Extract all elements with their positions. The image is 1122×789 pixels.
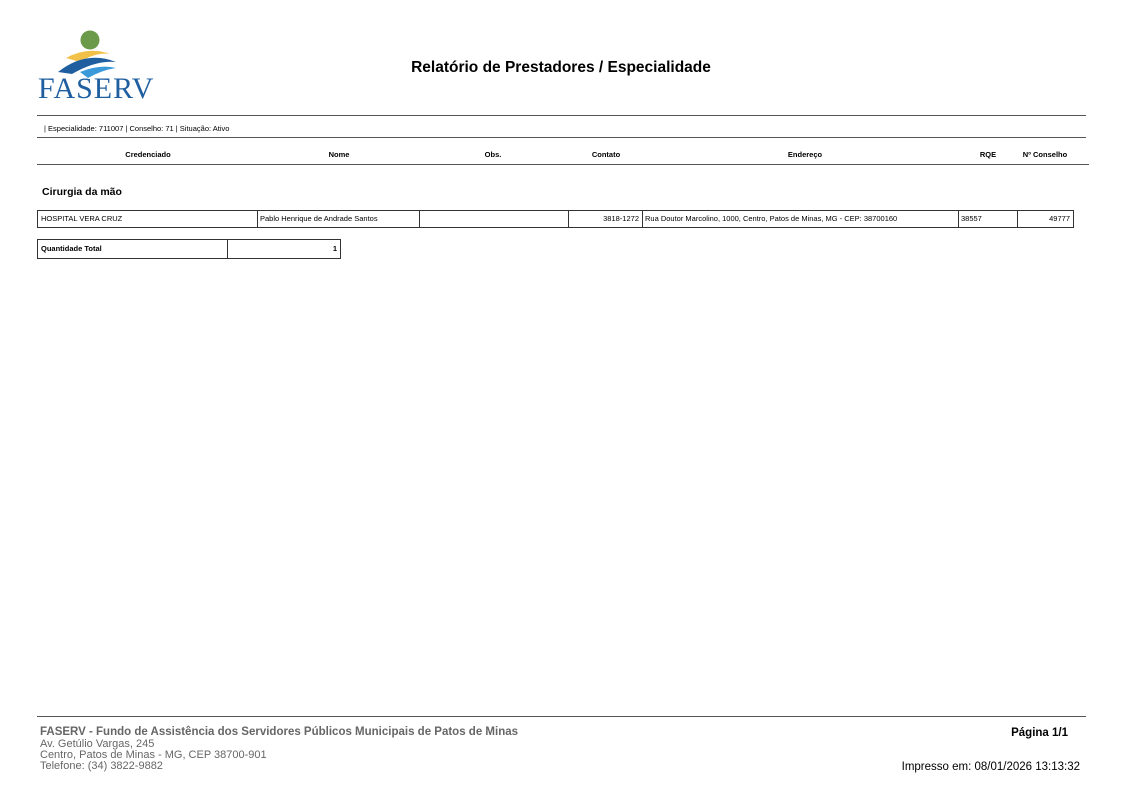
column-header-contato: Contato (591, 150, 621, 159)
footer-phone: Telefone: (34) 3822-9882 (40, 760, 163, 772)
cell-endereco: Rua Doutor Marcolino, 1000, Centro, Patos de Minas, MG - CEP: 38700160 (642, 210, 959, 228)
column-header-divider (37, 164, 1089, 165)
column-header-nome: Nome (328, 150, 350, 159)
cell-credenciado: HOSPITAL VERA CRUZ (37, 210, 258, 228)
column-header-rqe: RQE (979, 150, 997, 159)
cell-conselho: 49777 (1017, 210, 1074, 228)
logo-text: FASERV (38, 72, 155, 105)
cell-rqe: 38557 (958, 210, 1018, 228)
report-title: Relatório de Prestadores / Especialidade (411, 59, 711, 76)
total-label: Quantidade Total (37, 239, 228, 259)
printed-timestamp: Impresso em: 08/01/2026 13:13:32 (901, 761, 1080, 773)
footer-divider (37, 716, 1086, 717)
column-header-conselho: Nº Conselho (1022, 150, 1068, 159)
footer-address-line2: Centro, Patos de Minas - MG, CEP 38700-901 (40, 749, 267, 761)
cell-contato: 3818-1272 (568, 210, 643, 228)
column-header-credenciado: Credenciado (125, 150, 171, 159)
report-filter: | Especialidade: 711007 | Conselho: 71 | Situação: Ativo (44, 124, 230, 133)
column-header-endereco: Endereço (787, 150, 823, 159)
cell-obs (419, 210, 569, 228)
page-number: Página 1/1 (1011, 727, 1068, 739)
header-divider (37, 115, 1086, 116)
footer-address-line1: Av. Getúlio Vargas, 245 (40, 738, 155, 750)
cell-nome: Pablo Henrique de Andrade Santos (257, 210, 420, 228)
footer-organization: FASERV - Fundo de Assistência dos Servidores Públicos Municipais de Patos de Minas (40, 726, 519, 738)
total-value: 1 (227, 239, 341, 259)
column-header-obs: Obs. (484, 150, 502, 159)
filter-divider (37, 137, 1086, 138)
group-title: Cirurgia da mão (42, 186, 122, 198)
